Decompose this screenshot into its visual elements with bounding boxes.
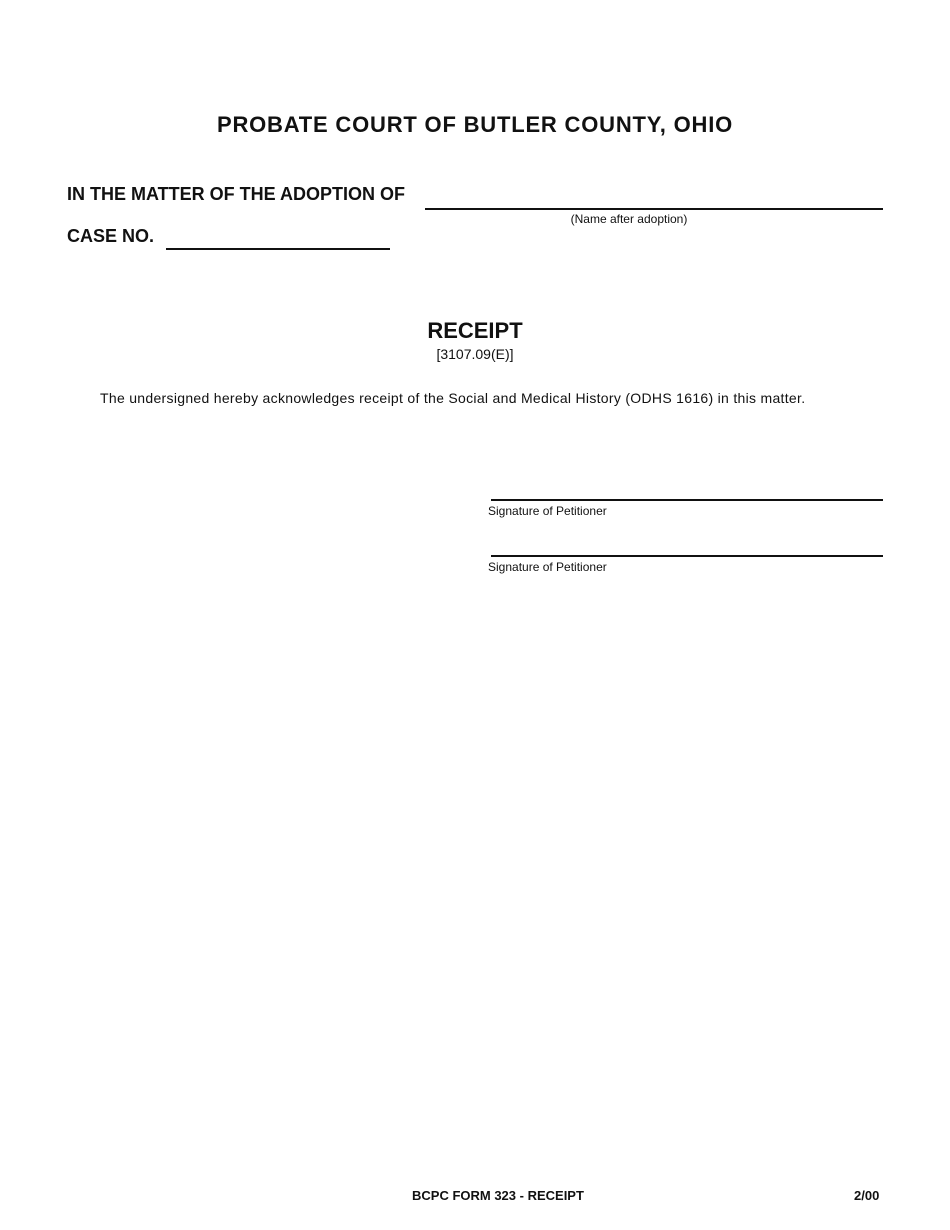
receipt-heading: RECEIPT <box>427 318 523 343</box>
form-identifier: BCPC FORM 323 - RECEIPT <box>412 1188 584 1203</box>
petitioner-signature-line-2[interactable] <box>491 555 883 557</box>
case-number-label: CASE NO. <box>67 226 155 246</box>
case-number-line[interactable] <box>166 248 390 250</box>
petitioner-signature-caption-2: Signature of Petitioner <box>488 560 607 574</box>
adoptee-name-line[interactable] <box>425 208 883 210</box>
form-revision-date: 2/00 <box>854 1188 880 1203</box>
court-title: PROBATE COURT OF BUTLER COUNTY, OHIO <box>216 112 734 137</box>
adoption-matter-label: IN THE MATTER OF THE ADOPTION OF <box>67 184 405 204</box>
statute-reference: [3107.09(E)] <box>436 346 514 362</box>
name-after-adoption-caption: (Name after adoption) <box>570 212 688 226</box>
petitioner-signature-caption-1: Signature of Petitioner <box>488 504 607 518</box>
acknowledgement-text: The undersigned hereby acknowledges receipt of the Social and Medical History (ODHS 1616) in this matter. <box>100 390 806 406</box>
petitioner-signature-line-1[interactable] <box>491 499 883 501</box>
